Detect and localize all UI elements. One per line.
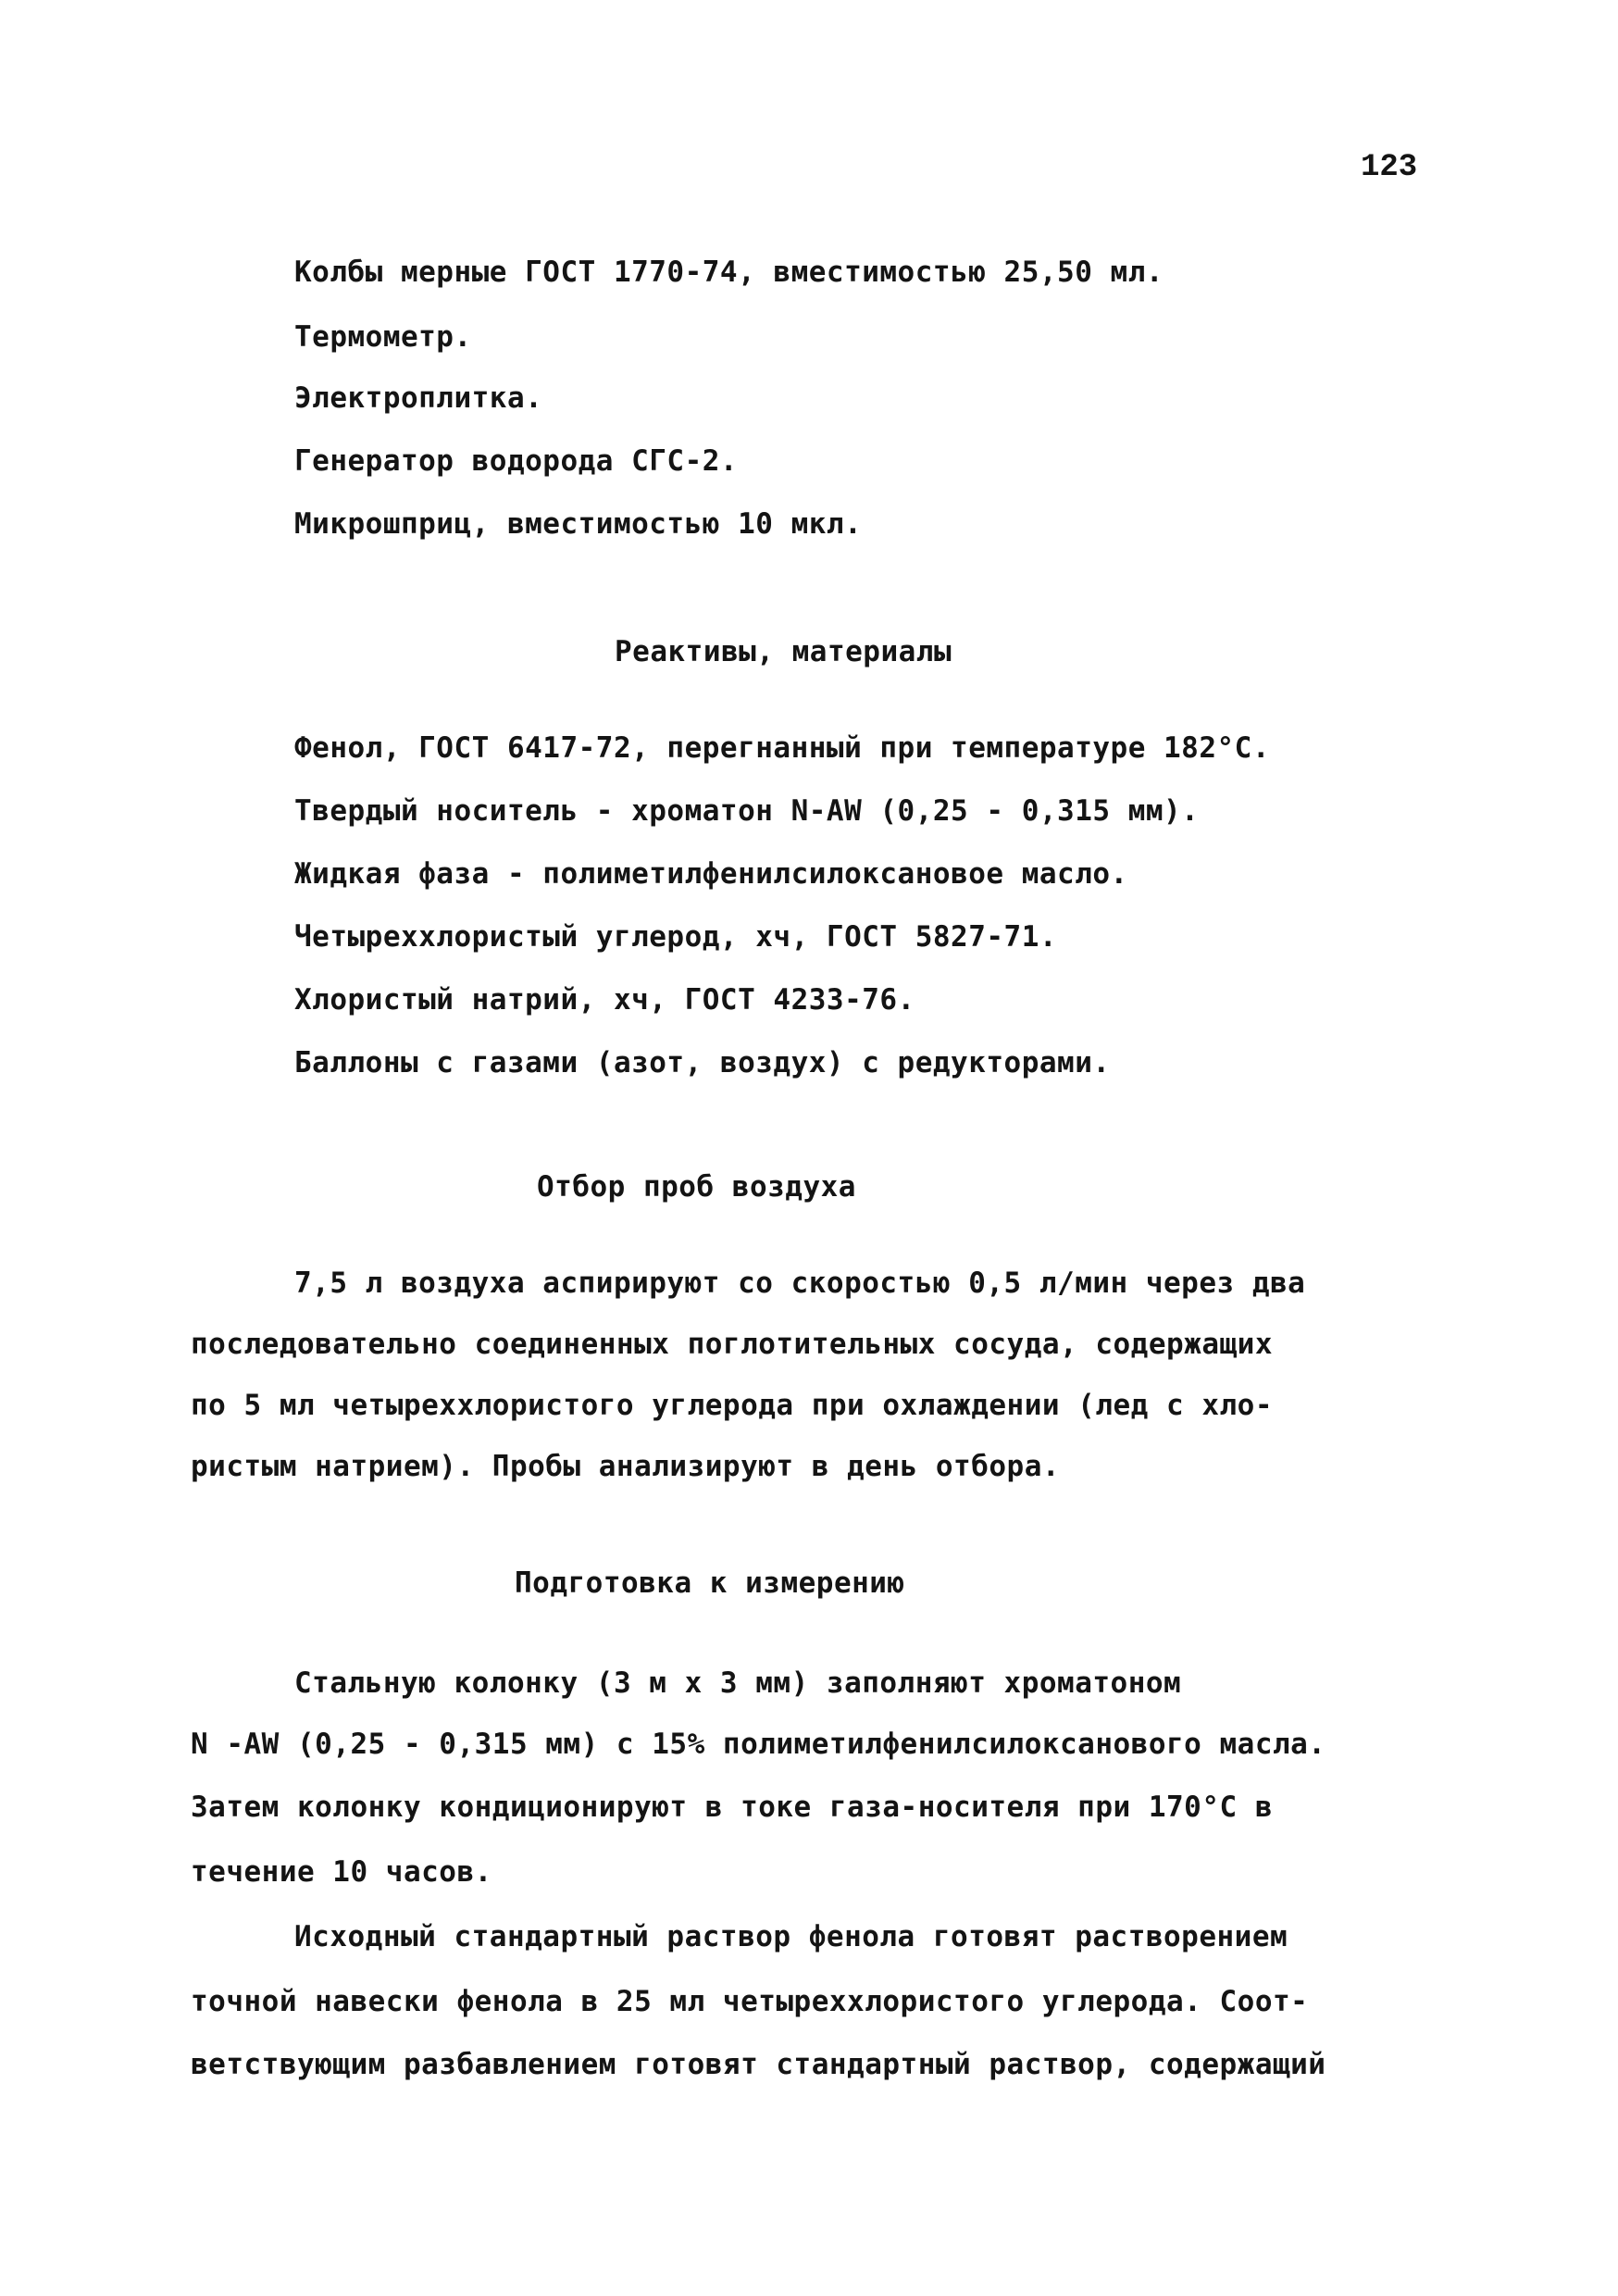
preparation-line-3: Затем колонку кондиционируют в токе газа-носителя при 170°С в bbox=[191, 1791, 1273, 1824]
sampling-line-4: ристым натрием). Пробы анализируют в день отбора. bbox=[191, 1450, 1061, 1483]
reagent-line-6: Баллоны с газами (азот, воздух) с редукторами. bbox=[294, 1046, 1111, 1079]
reagents-heading: Реактивы, материалы bbox=[615, 635, 952, 668]
preparation-line-5: Исходный стандартный раствор фенола готовят растворением bbox=[294, 1920, 1288, 1953]
reagent-line-2: Твердый носитель - хроматон N-AW (0,25 - 0,315 мм). bbox=[294, 794, 1200, 828]
preparation-heading: Подготовка к измерению bbox=[515, 1566, 905, 1600]
preparation-line-4: течение 10 часов. bbox=[191, 1855, 492, 1889]
sampling-line-2: последовательно соединенных поглотительных сосуда, содержащих bbox=[191, 1328, 1273, 1361]
page-number: 123 bbox=[1361, 150, 1418, 185]
equipment-line-1: Колбы мерные ГОСТ 1770-74, вместимостью 25,50 мл. bbox=[294, 256, 1164, 289]
equipment-line-2: Термометр. bbox=[294, 320, 472, 354]
preparation-line-1: Стальную колонку (3 м х 3 мм) заполняют хроматоном bbox=[294, 1666, 1182, 1700]
sampling-heading: Отбор проб воздуха bbox=[537, 1170, 856, 1204]
equipment-line-5: Микрошприц, вместимостью 10 мкл. bbox=[294, 507, 863, 541]
sampling-line-3: по 5 мл четыреххлористого углерода при охлаждении (лед с хло- bbox=[191, 1389, 1273, 1422]
preparation-line-6: точной навески фенола в 25 мл четыреххлористого углерода. Соот- bbox=[191, 1985, 1309, 2018]
reagent-line-5: Хлористый натрий, хч, ГОСТ 4233-76. bbox=[294, 983, 915, 1017]
preparation-line-7: ветствующим разбавлением готовят стандартный раствор, содержащий bbox=[191, 2048, 1326, 2081]
reagent-line-3: Жидкая фаза - полиметилфенилсилоксановое масло. bbox=[294, 857, 1128, 891]
reagent-line-1: Фенол, ГОСТ 6417-72, перегнанный при температуре 182°С. bbox=[294, 731, 1270, 765]
preparation-line-2: N -AW (0,25 - 0,315 мм) с 15% полиметилфенилсилоксанового масла. bbox=[191, 1728, 1326, 1761]
equipment-line-3: Электроплитка. bbox=[294, 381, 543, 415]
sampling-line-1: 7,5 л воздуха аспирируют со скоростью 0,5 л/мин через два bbox=[294, 1267, 1306, 1300]
equipment-line-4: Генератор водорода СГС-2. bbox=[294, 444, 739, 478]
reagent-line-4: Четыреххлористый углерод, хч, ГОСТ 5827-71. bbox=[294, 920, 1058, 954]
